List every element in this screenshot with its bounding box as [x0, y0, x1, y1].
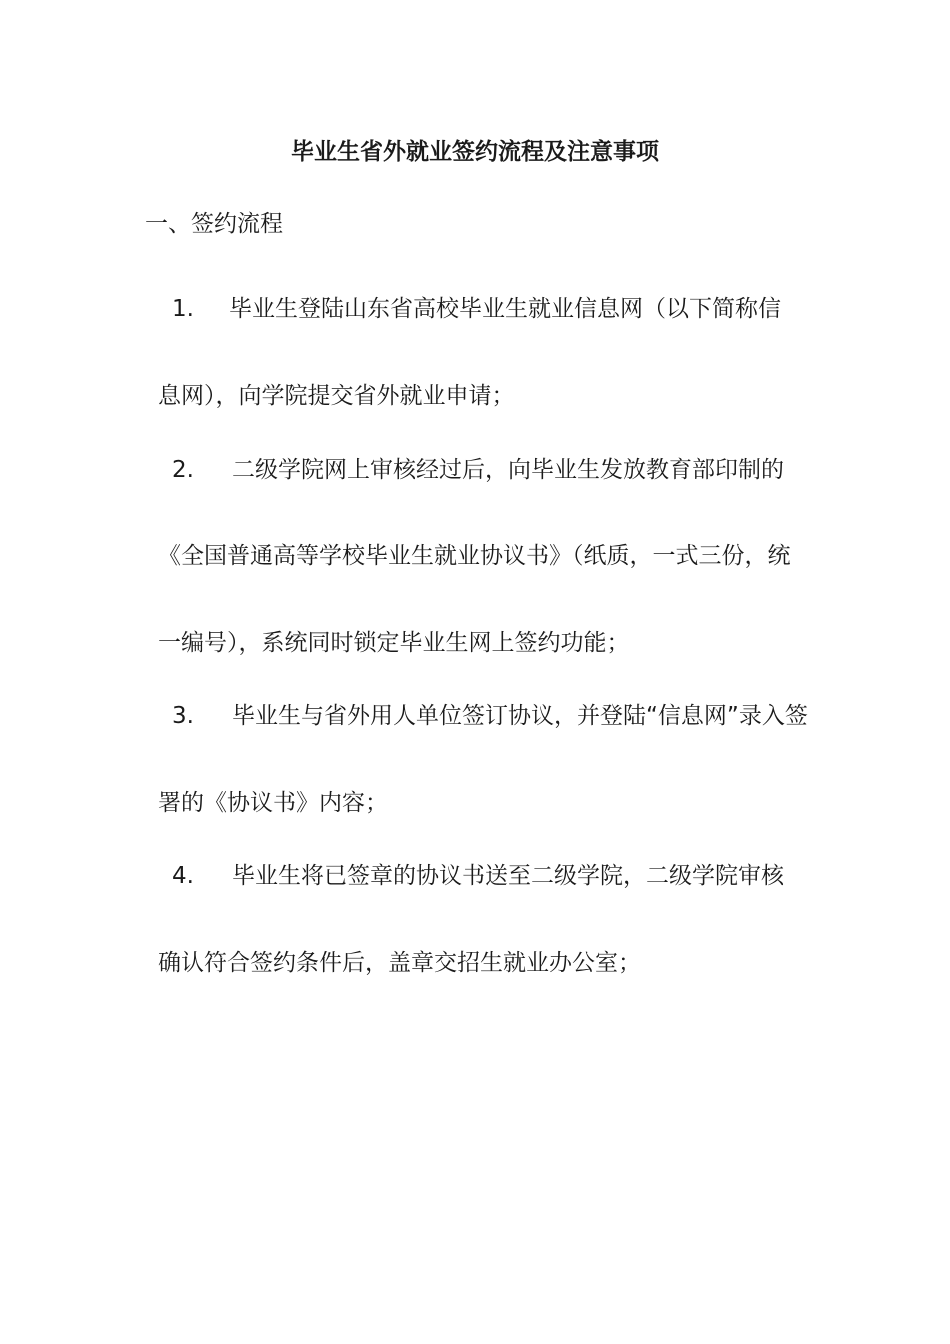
item-text-line: 毕业生登陆山东省高校毕业生就业信息网（以下简称信 [229, 296, 781, 322]
item-number: 4. [172, 863, 194, 889]
document-title: 毕业生省外就业签约流程及注意事项 [291, 139, 659, 165]
item-text-line: 毕业生与省外用人单位签订协议，并登陆“信息网”录入签 [232, 703, 808, 729]
item-text-line: 确认符合签约条件后，盖章交招生就业办公室； [158, 950, 641, 976]
item-text-line: 《全国普通高等学校毕业生就业协议书》（纸质，一式三份，统 [158, 543, 791, 569]
item-text-line: 一编号），系统同时锁定毕业生网上签约功能； [158, 630, 630, 656]
item-number: 3. [172, 703, 194, 729]
item-number: 2. [172, 457, 194, 483]
item-text-line: 毕业生将已签章的协议书送至二级学院，二级学院审核 [232, 863, 784, 889]
section-heading: 一、签约流程 [145, 211, 283, 237]
item-number: 1. [172, 296, 194, 322]
item-text-line: 息网），向学院提交省外就业申请； [158, 383, 515, 409]
item-text-line: 署的《协议书》内容； [158, 790, 388, 816]
item-text-line: 二级学院网上审核经过后，向毕业生发放教育部印制的 [232, 457, 784, 483]
